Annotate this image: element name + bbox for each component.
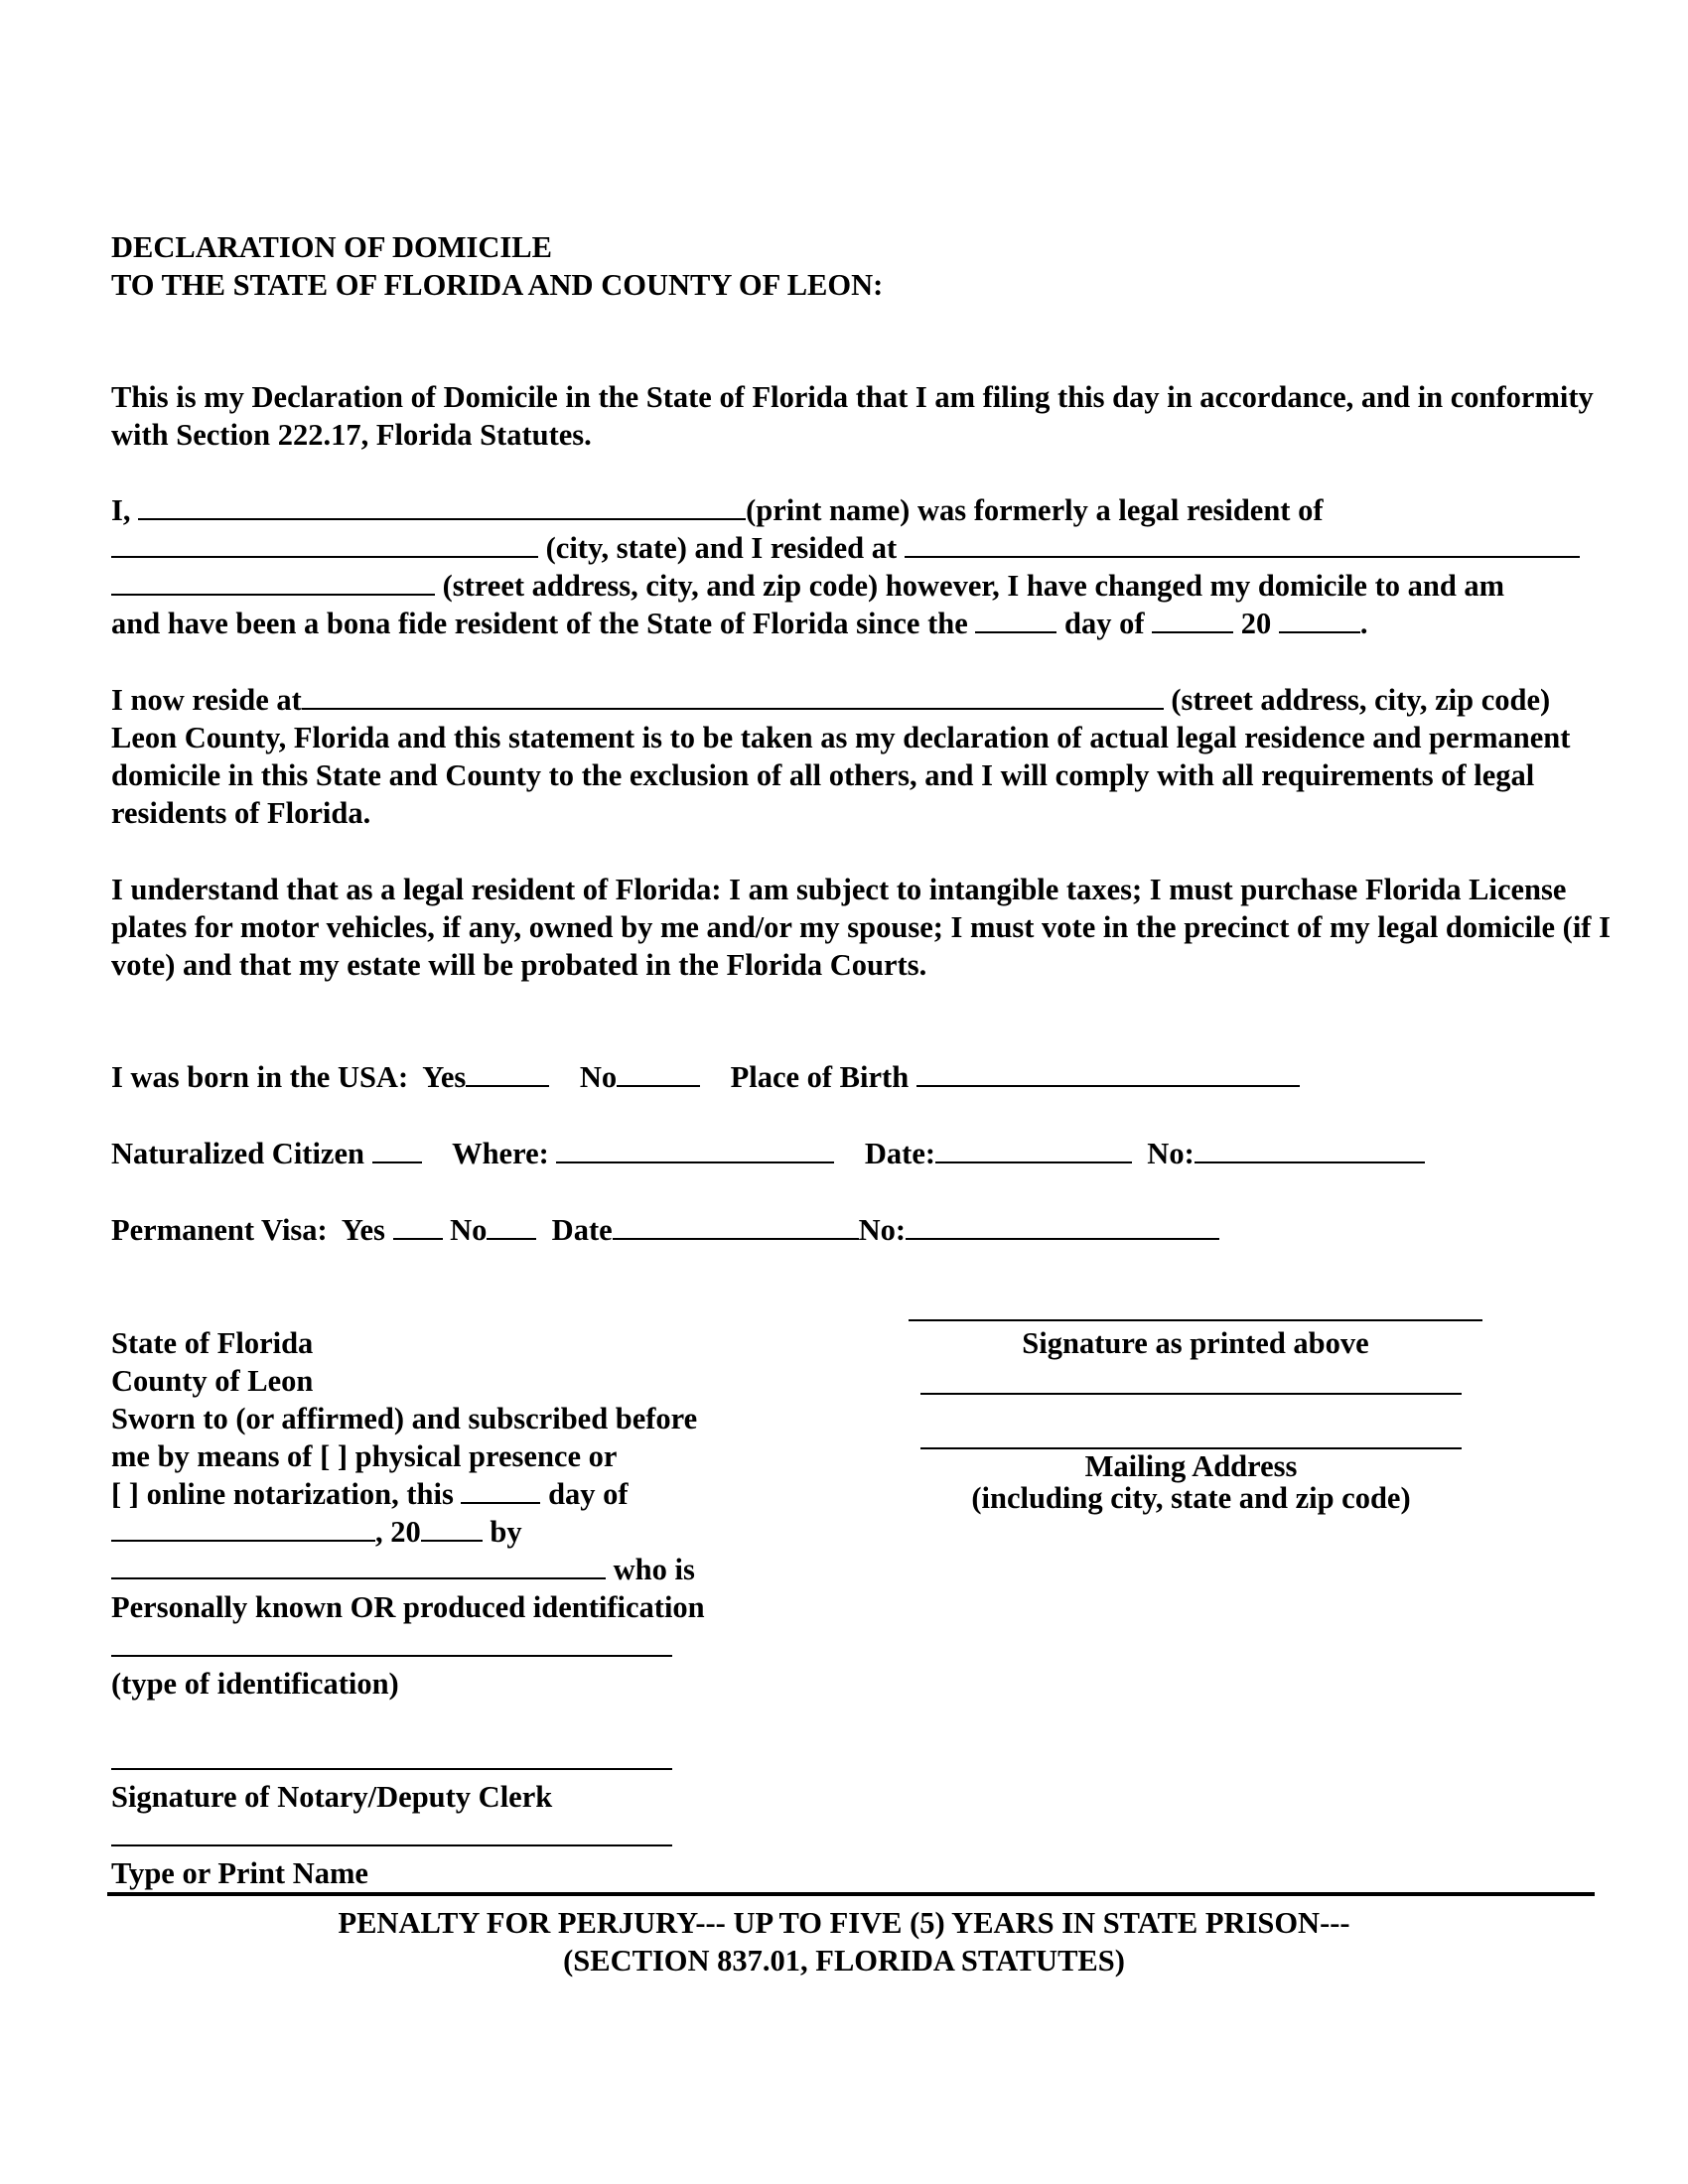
street-address-label: (street address, city, and zip code) however, I have changed my domicile to and am <box>442 569 1505 603</box>
visa-row <box>111 1211 1219 1249</box>
born-no-field[interactable] <box>617 1059 700 1087</box>
notary-online-label: [ ] online notarization, this <box>111 1477 454 1511</box>
notary-known: Personally known OR produced identification <box>111 1590 705 1624</box>
visa-date-field[interactable] <box>613 1212 859 1240</box>
residence-line-3 <box>111 567 1504 605</box>
mailing-address-note: (including city, state and zip code) <box>971 1481 1411 1515</box>
reside-body: Leon County, Florida and this statement is to be taken as my declaration of actual legal residence and permanent domicile in this State and County to the exclusion of all others, and I will comply with all requirements of legal residents of Florida. <box>111 721 1571 830</box>
visa-label: Permanent Visa: <box>111 1213 328 1247</box>
where-label: Where: <box>452 1137 549 1170</box>
notary-date-row <box>111 1513 522 1551</box>
signature-line[interactable] <box>909 1319 1482 1321</box>
former-city-state-field[interactable] <box>111 530 538 558</box>
visa-date-label: Date <box>551 1213 613 1247</box>
notary-month-field[interactable] <box>111 1514 375 1542</box>
footer-rule <box>107 1892 1595 1896</box>
understand-paragraph: I understand that as a legal resident of Florida: I am subject to intangible taxes; I must purchase Florida License plates for motor vehicles, if any, owned by me and/or my spouse; I must vote in the precinct of my legal domicile (if I vote) and that my estate will be probated in the Florida Courts. <box>111 873 1611 982</box>
naturalized-label: Naturalized Citizen <box>111 1137 364 1170</box>
visa-number-field[interactable] <box>906 1212 1219 1240</box>
residence-line-2 <box>111 529 1580 567</box>
reside-street-label: (street address, city, zip code) <box>1171 683 1551 717</box>
city-state-label: (city, state) and I resided at <box>545 531 898 565</box>
print-name-line[interactable] <box>111 1844 672 1846</box>
print-name-label: Type or Print Name <box>111 1856 368 1890</box>
print-name-label: (print name) was formerly a legal resident of <box>746 493 1324 527</box>
notary-online-row <box>111 1475 629 1513</box>
notary-by-label: by <box>490 1515 522 1549</box>
born-no-label: No <box>579 1060 618 1094</box>
naturalized-no-label: No: <box>1147 1137 1195 1170</box>
now-reside-label: I now reside at <box>111 683 302 717</box>
where-field[interactable] <box>556 1136 834 1163</box>
naturalized-row <box>111 1135 1425 1172</box>
since-month-field[interactable] <box>1152 606 1233 633</box>
notary-signature-line[interactable] <box>111 1768 672 1770</box>
visa-yes-field[interactable] <box>393 1212 443 1240</box>
naturalized-date-label: Date: <box>864 1137 936 1170</box>
notary-affiant-field[interactable] <box>111 1552 606 1579</box>
reside-line-1 <box>111 681 1550 719</box>
notary-county: County of Leon <box>111 1364 314 1398</box>
since-label: and have been a bona fide resident of the State of Florida since the <box>111 607 968 640</box>
notary-day-of-label: day of <box>548 1477 629 1511</box>
notary-state: State of Florida <box>111 1326 314 1360</box>
born-usa-row <box>111 1058 1300 1096</box>
since-year-field[interactable] <box>1279 606 1360 633</box>
notary-signature-label: Signature of Notary/Deputy Clerk <box>111 1780 553 1814</box>
print-name-field[interactable] <box>138 492 746 520</box>
notary-means: me by means of [ ] physical presence or <box>111 1439 618 1473</box>
form-subtitle: TO THE STATE OF FLORIDA AND COUNTY OF LEON: <box>111 268 884 302</box>
current-address-field[interactable] <box>302 682 1164 710</box>
visa-no-label: No <box>450 1213 488 1247</box>
notary-day-field[interactable] <box>461 1476 540 1504</box>
born-yes-field[interactable] <box>466 1059 549 1087</box>
naturalized-date-field[interactable] <box>935 1136 1132 1163</box>
notary-comma20-label: , 20 <box>375 1515 421 1549</box>
place-of-birth-label: Place of Birth <box>730 1060 910 1094</box>
former-address-field[interactable] <box>905 530 1580 558</box>
place-of-birth-field[interactable] <box>916 1059 1300 1087</box>
visa-yes-label: Yes <box>341 1213 385 1247</box>
mailing-address-label: Mailing Address <box>1084 1449 1298 1483</box>
notary-who-is-label: who is <box>613 1553 695 1586</box>
residence-line-4 <box>111 605 1368 642</box>
since-day-field[interactable] <box>975 606 1056 633</box>
visa-no-field[interactable] <box>487 1212 536 1240</box>
period: . <box>1359 607 1368 640</box>
notary-who-row <box>111 1551 695 1588</box>
naturalized-no-field[interactable] <box>1195 1136 1425 1163</box>
signature-label: Signature as printed above <box>1022 1326 1369 1360</box>
statute-text: (SECTION 837.01, FLORIDA STATUTES) <box>563 1944 1125 1978</box>
year-20-label: 20 <box>1240 607 1272 640</box>
residence-line-1 <box>111 491 1324 529</box>
notary-year-field[interactable] <box>421 1514 483 1542</box>
former-street-address-field[interactable] <box>111 568 435 596</box>
intro-paragraph: This is my Declaration of Domicile in the State of Florida that I am filing this day in accordance, and in conformity with Section 222.17, Florida Statutes. <box>111 380 1594 452</box>
form-title: DECLARATION OF DOMICILE <box>111 230 552 264</box>
id-type-line[interactable] <box>111 1655 672 1657</box>
born-usa-label: I was born in the USA: <box>111 1060 409 1094</box>
day-of-label: day of <box>1064 607 1145 640</box>
visa-no-colon-label: No: <box>858 1213 907 1247</box>
mailing-address-line-1[interactable] <box>920 1393 1462 1395</box>
i-prefix: I, <box>111 493 131 527</box>
born-yes-label: Yes <box>422 1060 467 1094</box>
id-type-label: (type of identification) <box>111 1667 399 1701</box>
notary-sworn: Sworn to (or affirmed) and subscribed before <box>111 1402 698 1435</box>
penalty-text: PENALTY FOR PERJURY--- UP TO FIVE (5) YEARS IN STATE PRISON--- <box>338 1906 1350 1940</box>
naturalized-field[interactable] <box>372 1136 422 1163</box>
